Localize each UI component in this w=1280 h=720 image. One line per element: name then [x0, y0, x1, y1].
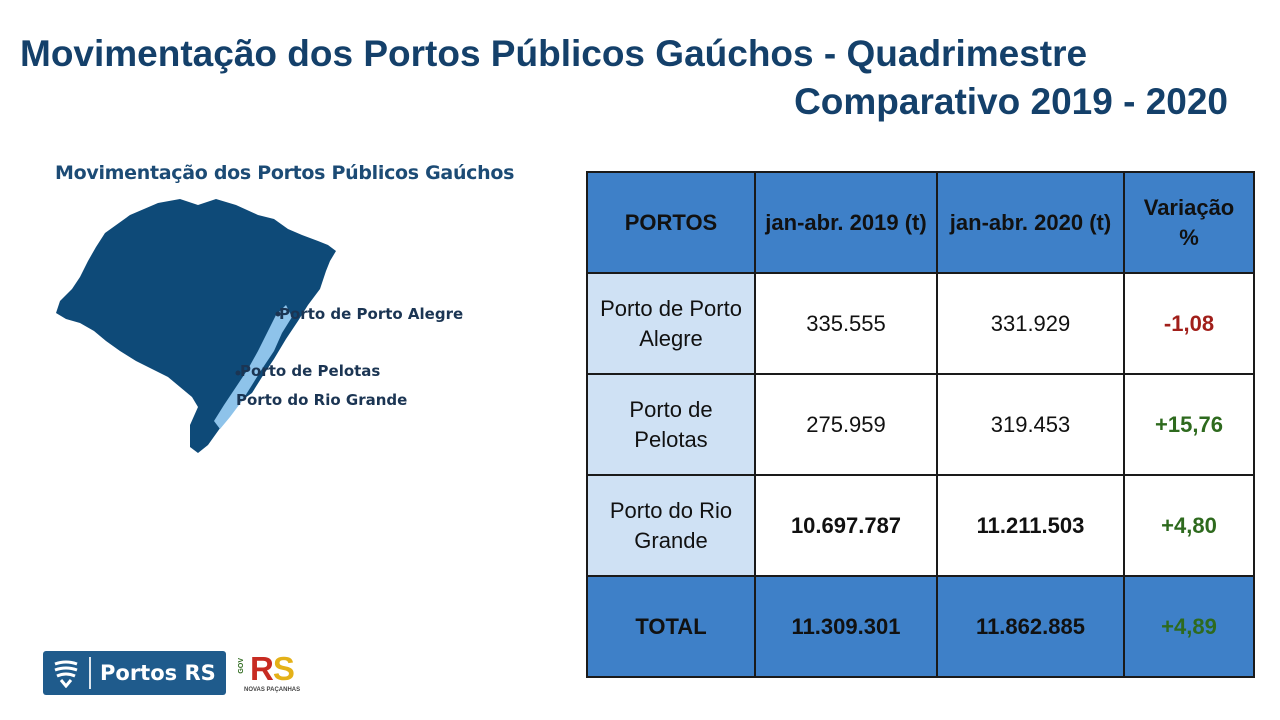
row-value-2019: 10.697.787: [755, 475, 937, 576]
row-value-2020: 11.211.503: [937, 475, 1124, 576]
port-movement-table: [586, 171, 1255, 678]
slide-title-line2: Comparativo 2019 - 2020: [794, 81, 1228, 122]
table-row: [587, 273, 1254, 374]
slide-title: [20, 30, 1228, 126]
rs-state-shape: [56, 199, 336, 453]
map-label-porto-alegre: Porto de Porto Alegre: [279, 305, 464, 323]
gov-rs-logo-gov: GOV: [238, 658, 245, 674]
gov-rs-logo: [238, 652, 308, 698]
table-row: [587, 374, 1254, 475]
rs-state-map: [30, 155, 570, 505]
map-title: Movimentação dos Portos Públicos Gaúchos: [55, 162, 515, 184]
row-variation: +4,80: [1124, 475, 1254, 576]
row-variation: -1,08: [1124, 273, 1254, 374]
total-label: TOTAL: [587, 576, 755, 677]
total-variation: +4,89: [1124, 576, 1254, 677]
row-port-name: Porto do Rio Grande: [587, 475, 755, 576]
portos-rs-logo-text: Portos RS: [100, 661, 216, 685]
gov-rs-logo-subtitle: NOVAS PAÇANHAS: [244, 687, 301, 693]
header-2020: jan-abr. 2020 (t): [937, 172, 1124, 273]
row-port-name: Porto de Pelotas: [587, 374, 755, 475]
gov-rs-logo-s: S: [272, 650, 294, 687]
gov-rs-logo-r: R: [250, 650, 273, 687]
row-value-2020: 319.453: [937, 374, 1124, 475]
portos-rs-logo: [43, 651, 226, 695]
header-portos: PORTOS: [587, 172, 755, 273]
total-value-2019: 11.309.301: [755, 576, 937, 677]
table-header-row: [587, 172, 1254, 273]
table-total-row: [587, 576, 1254, 677]
rs-map-figure: [30, 155, 570, 505]
header-variacao: Variação %: [1124, 172, 1254, 273]
total-value-2020: 11.862.885: [937, 576, 1124, 677]
row-value-2019: 335.555: [755, 273, 937, 374]
row-port-name: Porto de Porto Alegre: [587, 273, 755, 374]
wave-icon: [43, 651, 89, 695]
row-variation: +15,76: [1124, 374, 1254, 475]
logo-divider: [89, 657, 91, 689]
map-label-pelotas: Porto de Pelotas: [240, 362, 381, 380]
gov-rs-logo-mark: [250, 650, 294, 688]
row-value-2020: 331.929: [937, 273, 1124, 374]
slide-title-line1: Movimentação dos Portos Públicos Gaúchos - Quadrimestre: [20, 33, 1088, 74]
header-2019: jan-abr. 2019 (t): [755, 172, 937, 273]
row-value-2019: 275.959: [755, 374, 937, 475]
map-label-rio-grande: Porto do Rio Grande: [236, 391, 408, 409]
table-row: [587, 475, 1254, 576]
